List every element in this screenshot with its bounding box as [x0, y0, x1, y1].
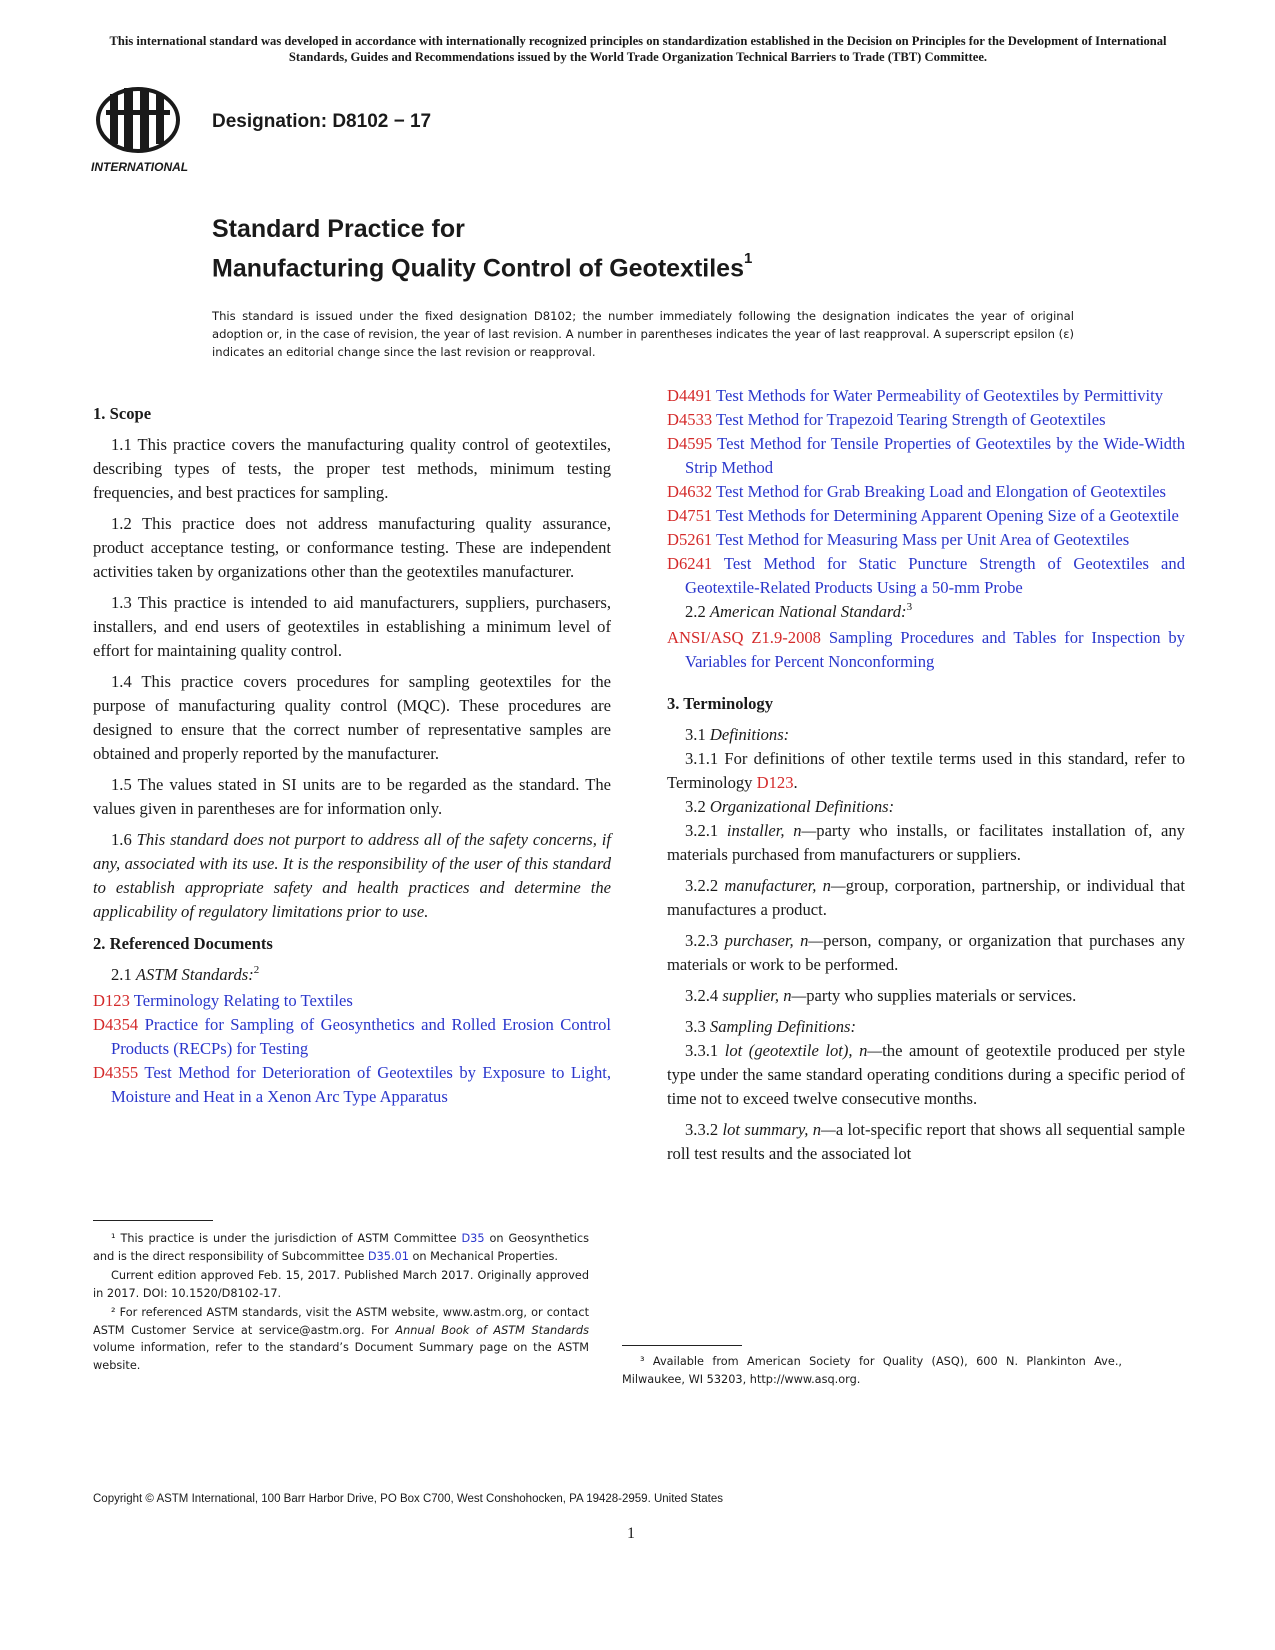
link-d35-01[interactable]: D35.01: [367, 1249, 409, 1263]
footnote-1-edition: Current edition approved Feb. 15, 2017. Published March 2017. Originally approved in 2017. DOI: 10.1520/D8102-17.: [93, 1269, 589, 1300]
reference-title[interactable]: Test Methods for Water Permeability of Geotextiles by Permittivity: [716, 386, 1164, 405]
reference-code[interactable]: D6241: [667, 554, 713, 573]
title-line-1: Standard Practice for: [212, 215, 465, 243]
paragraph-1-2: 1.2 This practice does not address manufacturing quality assurance, product acceptance testing, or conformance testing. These are independent activities taken by organizations other than the geotextiles manufacturer.: [93, 514, 611, 581]
logo-text: INTERNATIONAL: [91, 160, 189, 174]
reference-item[interactable]: [667, 528, 1185, 552]
left-column: [93, 402, 611, 1109]
reference-title[interactable]: Test Method for Trapezoid Tearing Strength of Geotextiles: [716, 410, 1106, 429]
paragraph-1-1: 1.1 This practice covers the manufacturing quality control of geotextiles, describing types of tests, the proper test methods, minimum testing frequencies, and best practices for sampling.: [93, 435, 611, 502]
definition-term: lot (geotextile lot), n—: [724, 1041, 883, 1060]
reference-item[interactable]: [667, 408, 1185, 432]
definition-item: 3.2.2 manufacturer, n—group, corporation, partnership, or individual that manufactures a product.: [667, 876, 1186, 919]
reference-item[interactable]: [667, 552, 1185, 600]
reference-title[interactable]: Test Method for Grab Breaking Load and Elongation of Geotextiles: [716, 482, 1167, 501]
reference-title[interactable]: Test Method for Measuring Mass per Unit Area of Geotextiles: [716, 530, 1130, 549]
astm-logo: [90, 84, 196, 174]
definition-term: supplier, n—: [722, 986, 807, 1005]
reference-title[interactable]: Test Method for Tensile Properties of Geotextiles by the Wide-Width Strip Method: [685, 434, 1185, 477]
reference-item[interactable]: [667, 432, 1185, 480]
subhead-astm-standards: 2.1 ASTM Standards:$^2$: [111, 964, 260, 984]
link-d35[interactable]: D35: [461, 1232, 485, 1245]
link-d123[interactable]: D123: [756, 773, 794, 792]
definition-term: purchaser, n—: [724, 931, 824, 950]
reference-item[interactable]: [93, 1061, 611, 1109]
footnote-3: ³ Available from American Society for Quality (ASQ), 600 N. Plankinton Ave., Milwaukee, WI 53203, http://www.asq.org.: [622, 1355, 1122, 1386]
reference-title[interactable]: Test Method for Deterioration of Geotextiles by Exposure to Light, Moisture and Heat in a Xenon Arc Type Apparatus: [111, 1063, 611, 1106]
subhead-definitions: 3.1 Definitions:: [685, 725, 790, 744]
definition-item: 3.2.4 supplier, n—party who supplies materials or services.: [685, 986, 1077, 1005]
subhead-american-national-standard: 2.2 American National Standard:$^3$: [685, 601, 913, 621]
issuance-note: This standard is issued under the fixed designation D8102; the number immediately following the designation indicates the year of original adoption or, in the case of revision, the year of last revision. A number in parentheses indicates the year of last reapproval. A superscript epsilon (ε) indicates an editorial change since the last revision or reapproval.: [212, 309, 1074, 359]
copyright: Copyright © ASTM International, 100 Barr Harbor Drive, PO Box C700, West Conshohocken, PA 19428-2959. United States: [93, 1493, 724, 1505]
reference-item[interactable]: [667, 384, 1185, 408]
reference-title[interactable]: Terminology Relating to Textiles: [133, 991, 353, 1010]
definition-item: 3.2.3 purchaser, n—person, company, or organization that purchases any materials or work to be performed.: [667, 931, 1185, 974]
paragraph-1-5: 1.5 The values stated in SI units are to be regarded as the standard. The values given in parentheses are for information only.: [93, 775, 611, 818]
footnotes-right: [622, 1353, 1122, 1390]
paragraph-1-6: 1.6 This standard does not purport to address all of the safety concerns, if any, associated with its use. It is the responsibility of the user of this standard to establish appropriate safety and health practices and determine the applicability of regulatory limitations prior to use.: [93, 830, 611, 921]
reference-code[interactable]: D4354: [93, 1015, 139, 1034]
footnote-ref-3[interactable]: 3: [906, 601, 913, 613]
reference-title[interactable]: Test Method for Static Puncture Strength of Geotextiles and Geotextile-Related Products Using a 50-mm Probe: [685, 554, 1185, 597]
reference-code[interactable]: D4491: [667, 386, 713, 405]
definition-item: 3.3.1 lot (geotextile lot), n—the amount of geotextile produced per style type under the same standard operating conditions during a specific period of time not to exceed twelve consecutive months.: [667, 1041, 1185, 1108]
definition-term: installer, n—: [726, 821, 817, 840]
definition-term: manufacturer, n—: [724, 876, 846, 895]
paragraph-1-3: 1.3 This practice is intended to aid manufacturers, suppliers, purchasers, installers, and end users of geotextiles in establishing a minimum level of effort for maintaining quality control.: [93, 593, 611, 660]
designation: Designation: D8102 − 17: [212, 111, 432, 132]
reference-item[interactable]: [93, 989, 611, 1013]
sampling-definitions-list: [667, 1039, 1185, 1166]
footnote-rule-right: [622, 1345, 742, 1346]
footnote-1: ¹ This practice is under the jurisdiction of ASTM Committee D35 on Geosynthetics and is the direct responsibility of Subcommittee D35.01 on Mechanical Properties.: [93, 1232, 589, 1263]
organizational-definitions-list: [667, 819, 1185, 1008]
paragraph-1-4: 1.4 This practice covers procedures for sampling geotextiles for the purpose of manufacturing quality control (MQC). These procedures are designed to ensure that the correct number of representative samples are obtained and properly reported by the manufacturer.: [93, 672, 611, 763]
reference-code[interactable]: D123: [93, 991, 130, 1010]
section-heading-scope: 1. Scope: [93, 404, 152, 423]
section-heading-referenced-documents: 2. Referenced Documents: [93, 934, 273, 953]
ansi-reference[interactable]: ANSI/ASQ Z1.9-2008 Sampling Procedures and Tables for Inspection by Variables for Percent Nonconforming: [667, 628, 1185, 671]
title-footnote-ref[interactable]: 1: [743, 250, 753, 267]
document-title: [212, 213, 752, 285]
reference-code[interactable]: D4533: [667, 410, 713, 429]
reference-item[interactable]: [93, 1013, 611, 1061]
astm-reference-list-left: [93, 989, 611, 1109]
footnote-rule-left: [93, 1220, 213, 1221]
reference-item[interactable]: [667, 480, 1185, 504]
paragraph-3-1-1: 3.1.1 For definitions of other textile terms used in this standard, refer to Terminology D123.: [667, 749, 1185, 792]
reference-title[interactable]: Test Methods for Determining Apparent Opening Size of a Geotextile: [716, 506, 1179, 525]
reference-code[interactable]: D4355: [93, 1063, 139, 1082]
page-number: 1: [627, 1525, 635, 1542]
section-heading-terminology: 3. Terminology: [667, 694, 774, 713]
reference-code[interactable]: D4595: [667, 434, 713, 453]
reference-code[interactable]: D5261: [667, 530, 713, 549]
footnote-2: ² For referenced ASTM standards, visit the ASTM website, www.astm.org, or contact ASTM Customer Service at service@astm.org. For Annual Book of ASTM Standards volume information, refer to the standard’s Document Summary page on the ASTM website.: [93, 1306, 589, 1372]
reference-code[interactable]: D4751: [667, 506, 713, 525]
right-column: [667, 384, 1185, 1173]
title-line-2: Manufacturing Quality Control of Geotextiles$^1$: [212, 250, 753, 283]
footnote-ref-2[interactable]: 2: [253, 964, 260, 976]
footnotes-left: [93, 1230, 589, 1376]
definition-term: lot summary, n—: [722, 1120, 836, 1139]
subhead-sampling-definitions: 3.3 Sampling Definitions:: [685, 1017, 857, 1036]
astm-reference-list-right: [667, 384, 1185, 600]
reference-title[interactable]: Practice for Sampling of Geosynthetics and Rolled Erosion Control Products (RECPs) for Testing: [111, 1015, 611, 1058]
definition-item: 3.2.1 installer, n—party who installs, or facilitates installation of, any materials purchased from manufacturers or suppliers.: [667, 821, 1185, 864]
reference-item[interactable]: [667, 504, 1185, 528]
definition-item: 3.3.2 lot summary, n—a lot-specific report that shows all sequential sample roll test results and the associated lot: [667, 1120, 1185, 1163]
reference-code[interactable]: D4632: [667, 482, 713, 501]
header-notice: This international standard was developed in accordance with internationally recognized principles on standardization established in the Decision on Principles for the Development of International Standards, Guides and Recommendations issued by the World Trade Organization Technical Barriers to Trade (TBT) Committee.: [109, 34, 1167, 64]
subhead-organizational-definitions: 3.2 Organizational Definitions:: [685, 797, 895, 816]
